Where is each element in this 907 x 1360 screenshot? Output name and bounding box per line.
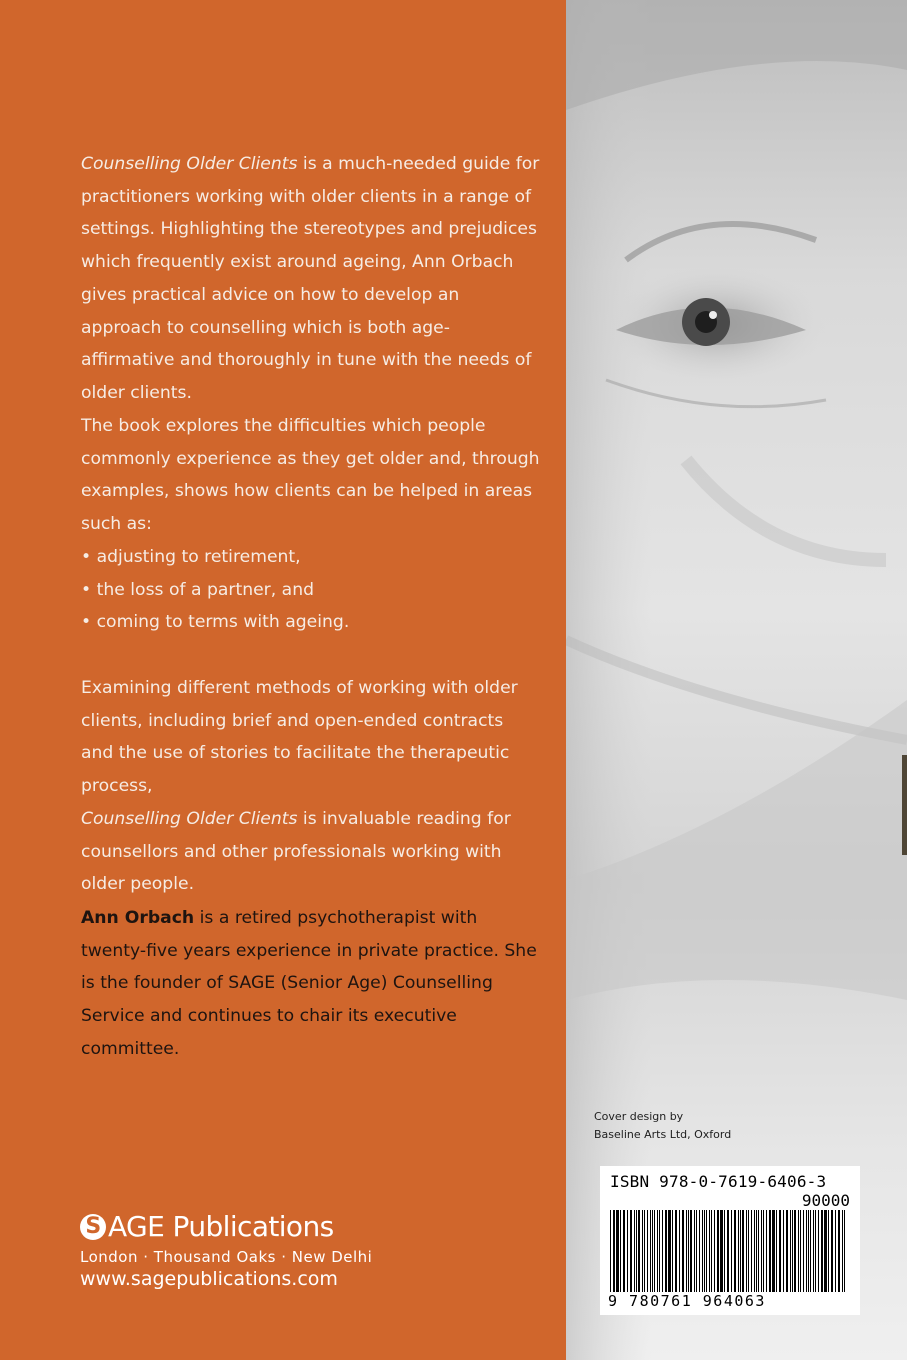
barcode-bar <box>686 1210 687 1292</box>
list-item: • adjusting to retirement, <box>81 541 349 574</box>
barcode-bar <box>792 1210 793 1292</box>
barcode-bar <box>800 1210 801 1292</box>
barcode-bar <box>815 1210 816 1292</box>
barcode-bar <box>610 1210 611 1292</box>
barcode-bar <box>711 1210 712 1292</box>
barcode-bar <box>734 1210 736 1292</box>
publisher-name: AGE Publications <box>108 1210 334 1243</box>
barcode-bar <box>636 1210 637 1292</box>
barcode-bar <box>696 1210 697 1292</box>
barcode-bar <box>808 1210 809 1292</box>
barcode-bar <box>821 1210 823 1292</box>
barcode-bar <box>740 1210 741 1292</box>
barcode-bar <box>668 1210 671 1292</box>
list-item: • the loss of a partner, and <box>81 574 349 607</box>
barcode-bar <box>794 1210 796 1292</box>
barcode-bar <box>627 1210 628 1292</box>
barcode-bar <box>831 1210 833 1292</box>
book-title-italic-2: Counselling Older Clients <box>81 808 298 829</box>
barcode-bar <box>654 1210 655 1292</box>
barcode-bar <box>779 1210 781 1292</box>
credit-line-2: Baseline Arts Ltd, Oxford <box>594 1128 732 1141</box>
barcode-bar <box>835 1210 836 1292</box>
barcode-bar <box>806 1210 807 1292</box>
barcode-bar <box>756 1210 757 1292</box>
book-title-italic: Counselling Older Clients <box>81 154 298 174</box>
barcode-bar <box>652 1210 653 1292</box>
barcode-bar <box>709 1210 710 1292</box>
price-code: 90000 <box>801 1191 850 1210</box>
barcode-number: 9 780761 964063 <box>608 1292 766 1310</box>
face-photo-graphic <box>566 0 907 1360</box>
barcode-bar <box>675 1210 677 1292</box>
barcode-bar <box>717 1210 719 1292</box>
barcode-bar <box>688 1210 689 1292</box>
barcode-bar <box>763 1210 764 1292</box>
bullet-list <box>81 541 349 639</box>
barcode-bar <box>616 1210 619 1292</box>
publisher-logo <box>80 1210 372 1244</box>
barcode-bar <box>746 1210 747 1292</box>
barcode-bar <box>650 1210 651 1292</box>
isbn-label: ISBN 978-0-7619-6406-3 <box>610 1172 827 1191</box>
barcode-bar <box>798 1210 799 1292</box>
barcode-bar <box>690 1210 692 1292</box>
author-name: Ann Orbach <box>81 908 195 928</box>
barcode-bar <box>642 1210 643 1292</box>
barcode-bar <box>630 1210 632 1292</box>
barcode-bar <box>776 1210 777 1292</box>
list-item: • coming to terms with ageing. <box>81 606 349 639</box>
author-bio-text: is a retired psychotherapist with twenty-five years experience in private practice. She is the founder of SAGE (Senior Age) Counselling Service and continues to chair its executive committee. <box>81 908 537 1059</box>
barcode-bar <box>665 1210 667 1292</box>
publisher-block <box>80 1210 372 1290</box>
barcode-bar <box>682 1210 684 1292</box>
barcode-bar <box>706 1210 707 1292</box>
publisher-url[interactable]: www.sagepublications.com <box>80 1268 338 1290</box>
barcode-bar <box>672 1210 673 1292</box>
blurb-paragraph-3-end: is invaluable reading for counsellors and other professionals working with older people. <box>81 808 511 895</box>
barcode-bar <box>679 1210 680 1292</box>
barcode-bar <box>786 1210 788 1292</box>
barcode-bar <box>810 1210 811 1292</box>
barcode-bar <box>731 1210 732 1292</box>
barcode-bar <box>720 1210 723 1292</box>
barcode-bar <box>754 1210 755 1292</box>
barcode-bar <box>694 1210 695 1292</box>
barcode-bar <box>772 1210 775 1292</box>
barcode-bar <box>724 1210 725 1292</box>
barcode-bar <box>702 1210 703 1292</box>
barcode-bar <box>657 1210 658 1292</box>
blurb-paragraph-1-text: is a much-needed guide for practitioners working with older clients in a range of settings. Highlighting the stereotypes and prejudices which frequently exist around ageing, Ann Orbach gives practical advice on how to develop an approach to counselling which is both age-affirmative and thoroughly in tune with the needs of older clients. <box>81 154 540 403</box>
barcode-bar <box>748 1210 749 1292</box>
barcode-bar <box>783 1210 784 1292</box>
barcode-bar <box>766 1210 767 1292</box>
blurb-paragraph-2: The book explores the difficulties which people commonly experience as they get older and, through examples, shows how clients can be helped in areas such as: <box>81 416 540 535</box>
cover-photo <box>566 0 907 1360</box>
barcode-bar <box>727 1210 729 1292</box>
barcode-bar <box>659 1210 660 1292</box>
barcode-bar <box>644 1210 645 1292</box>
publisher-cities: London · Thousand Oaks · New Delhi <box>80 1248 373 1266</box>
blurb-paragraph-3-start: Examining different methods of working with older clients, including brief and open-ended contracts and the use of stories to facilitate the therapeutic process, <box>81 678 518 797</box>
barcode-bar <box>623 1210 625 1292</box>
barcode-bar <box>790 1210 791 1292</box>
barcode-bar <box>699 1210 700 1292</box>
barcode-bar <box>634 1210 635 1292</box>
barcode-bar <box>662 1210 663 1292</box>
sage-logo-icon: S <box>80 1214 106 1240</box>
barcode-graphic <box>610 1210 850 1292</box>
barcode-bar <box>824 1210 827 1292</box>
barcode-bar <box>838 1210 840 1292</box>
blurb-paragraph-1 <box>81 148 541 410</box>
cover-design-credit <box>594 1108 731 1144</box>
barcode-bar <box>738 1210 739 1292</box>
barcode-bar <box>742 1210 744 1292</box>
barcode-bar <box>704 1210 705 1292</box>
barcode-bar <box>620 1210 621 1292</box>
barcode-box <box>600 1166 860 1315</box>
barcode-bar <box>647 1210 648 1292</box>
barcode-bar <box>803 1210 804 1292</box>
barcode-bar <box>638 1210 640 1292</box>
barcode-bar <box>828 1210 829 1292</box>
barcode-bar <box>758 1210 759 1292</box>
barcode-bar <box>761 1210 762 1292</box>
barcode-bar <box>818 1210 819 1292</box>
barcode-bar <box>769 1210 771 1292</box>
author-bio <box>81 902 541 1066</box>
barcode-bar <box>844 1210 845 1292</box>
barcode-bar <box>751 1210 752 1292</box>
barcode-bar <box>714 1210 715 1292</box>
barcode-bar <box>613 1210 615 1292</box>
barcode-bar <box>813 1210 814 1292</box>
barcode-bar <box>842 1210 843 1292</box>
blurb-paragraph-3 <box>81 672 541 901</box>
credit-line-1: Cover design by <box>594 1110 684 1123</box>
